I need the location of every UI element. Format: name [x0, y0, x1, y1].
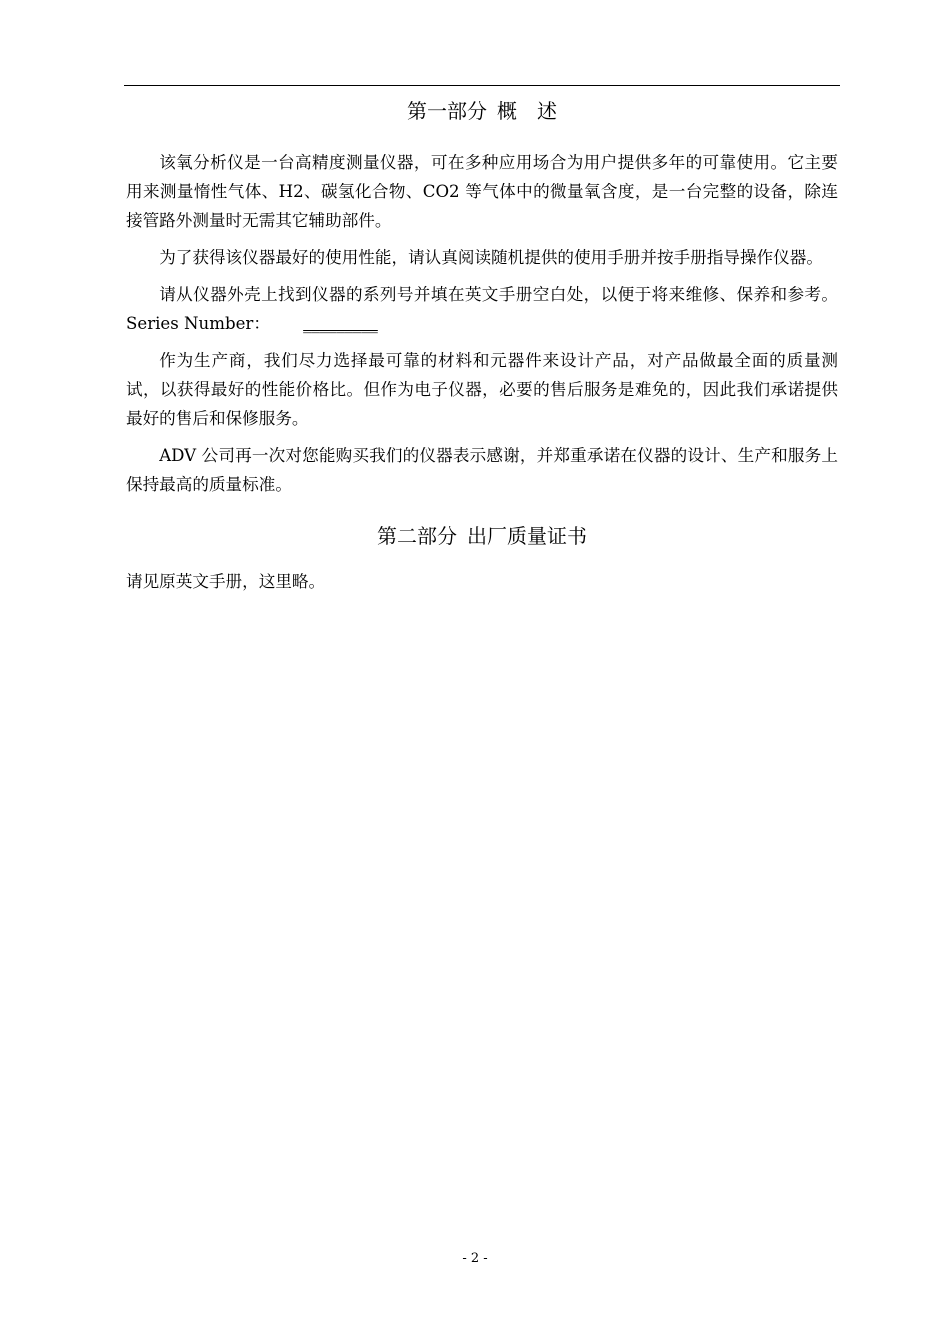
section-1-title	[126, 96, 838, 126]
section-2-part-label: 第二部分	[377, 524, 457, 548]
serial-number-paragraph	[126, 280, 838, 338]
intro-paragraph: 该氧分析仪是一台高精度测量仪器，可在多种应用场合为用户提供多年的可靠使用。它主要用来测量惰性气体、H2、碳氢化合物、CO2 等气体中的微量氧含度，是一台完整的设备，除连接管路外测量时无需其它辅助部件。	[126, 153, 838, 230]
page-content	[126, 96, 838, 596]
section-2-title-text: 出厂质量证书	[467, 524, 587, 548]
quality-paragraph: 作为生产商，我们尽力选择最可靠的材料和元器件来设计产品，对产品做最全面的质量测试，以获得最好的性能价格比。但作为电子仪器，必要的售后服务是难免的，因此我们承诺提供最好的售后和保修服务。	[126, 351, 838, 428]
section-2-body: 请见原英文手册，这里略。	[126, 572, 326, 591]
section-1-title-word-1: 概	[497, 99, 517, 123]
section-2-title	[126, 521, 838, 551]
thanks-paragraph: ADV 公司再一次对您能购买我们的仪器表示感谢，并郑重承诺在仪器的设计、生产和服务上保持最高的质量标准。	[126, 446, 838, 494]
usage-paragraph: 为了获得该仪器最好的使用性能，请认真阅读随机提供的使用手册并按手册指导操作仪器。	[159, 248, 823, 267]
serial-number-text: 请从仪器外壳上找到仪器的系列号并填在英文手册空白处，以便于将来维修、保养和参考。Series Number：	[126, 285, 838, 333]
section-1-title-word-2: 述	[537, 99, 557, 123]
header-rule	[124, 85, 840, 86]
section-1-part-label: 第一部分	[407, 99, 487, 123]
page-number: - 2 -	[462, 1251, 488, 1266]
serial-number-blank: _________	[303, 314, 378, 333]
